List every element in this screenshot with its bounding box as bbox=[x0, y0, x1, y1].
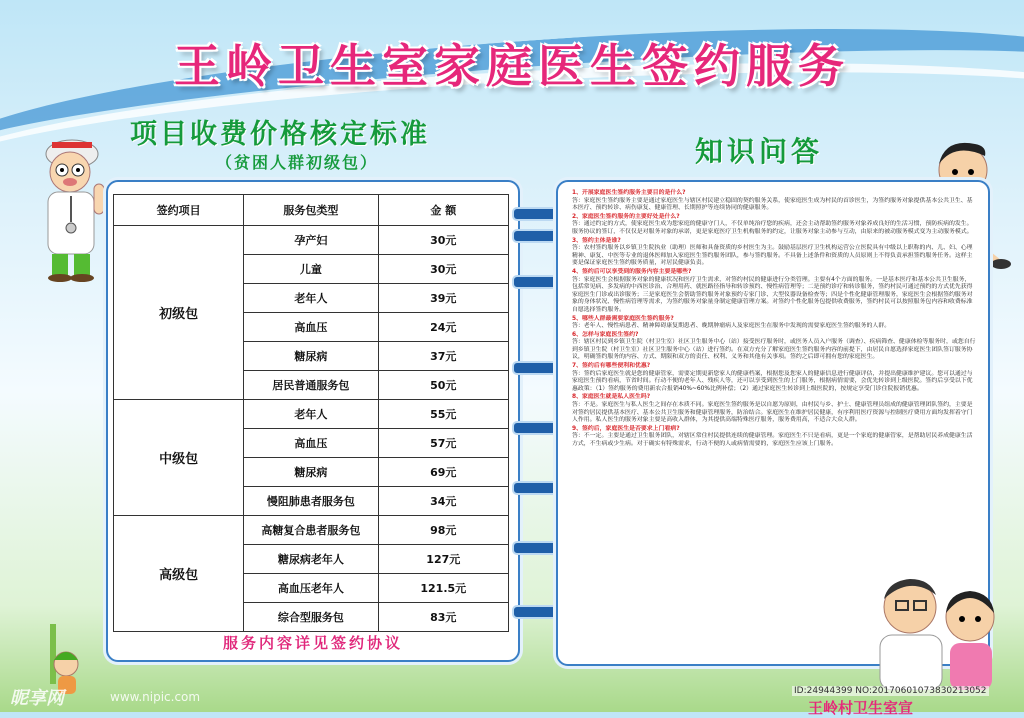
package-price: 30元 bbox=[378, 226, 508, 255]
connector-bar bbox=[512, 229, 562, 243]
package-type: 儿童 bbox=[244, 255, 378, 284]
connector-bar bbox=[512, 541, 562, 555]
package-type: 慢阻肺患者服务包 bbox=[244, 487, 378, 516]
package-type: 糖尿病 bbox=[244, 342, 378, 371]
qa-list bbox=[572, 190, 976, 450]
answer: 答：老年人、慢性病患者、精神障碍康复期患者、晚期肿瘤病人及家庭医生在服务中发现的需要家庭医生签约服务的人群。 bbox=[572, 323, 891, 330]
package-price: 55元 bbox=[378, 400, 508, 429]
package-price: 34元 bbox=[378, 487, 508, 516]
package-type: 居民普通服务包 bbox=[244, 371, 378, 400]
fee-section-note: （贫困人群初级包） bbox=[216, 153, 379, 172]
connector-bar bbox=[512, 361, 562, 375]
question: 8、家庭医生就是私人医生吗? bbox=[572, 394, 651, 401]
package-type: 老年人 bbox=[244, 284, 378, 313]
table-header-row bbox=[114, 195, 509, 226]
package-price: 98元 bbox=[378, 516, 508, 545]
connector-bar bbox=[512, 421, 562, 435]
header-type: 服务包类型 bbox=[244, 195, 378, 226]
answer: 答：家庭医生会根据服务对象的健康状况和医疗卫生需求，对签约村民的健康进行分类管理。主要有4个方面的服务。一是基本医疗和基本公共卫生服务，包括常见病、多发病的中西医诊治、合理用药、就医路径指导和转诊预约、慢性病管理等；二是预约诊疗和转诊服务，签约村民可通过预约的方式优先获得家庭医生门诊或出诊服务；三是家庭医生会帮助签约服务对象预约专家门诊、大型仪器设备检查等；四是个性化健康管理服务，家庭医生会根据签约服务对象的身体状况、慢性病管理等需求，为签约服务对象量身制定健康管理方案。对签约个性化服务包提供收费服务，签约村民可以按照服务包内容和收费标准自愿选择签约服务。 bbox=[572, 276, 973, 313]
answer: 答：签约后家庭医生就是您的健康管家，需要定期更新您家人的健康档案，根据您及您家人的健康信息进行健康评估，并提出健康维护建议。您可以通过与家庭医生预约看病，节省时间。行动不便的老年人、残疾人等，还可以享受到医生的上门服务，根据病情需要，会优先转诊到上级医院。签约后享受以下优惠政策：（1）签约服务的费用新农合报销40%~60%比例补偿；（2）通过家庭医生转诊到上级医院的，按规定享受门诊住院报销优惠。 bbox=[572, 370, 973, 392]
answer: 答：通过约定的方式，使家庭医生成为您家庭的健康守门人，不仅单纯治疗您的疾病，还会主动帮助签约服务对象养成良好的生活习惯，预防疾病的发生。服务协议的签订，不仅仅是对服务对象的承诺，更是家庭医疗卫生机构服务的约定，让服务对象主动参与互动，由原来的被动服务模式变为主动服务模式。 bbox=[572, 221, 973, 235]
group-name: 高级包 bbox=[114, 516, 244, 632]
watermark-url: www.nipic.com bbox=[110, 690, 201, 704]
answer: 答：不是。家庭医生与私人医生之间存在本质不同。家庭医生签约服务是以自愿为原则，由村民与乡、护士、健康管理员组成的健康管理团队签约，主要是对签约居民提供基本医疗、基本公共卫生服务和健康管理服务，防治结合。家庭医生在维护居民健康，有序利用医疗资源与控制医疗费用方面均发挥着守门人作用。私人医生的服务对象主要是高收入群体，为其提供高端特殊医疗服务，服务费用高，不适合大众人群。 bbox=[572, 402, 973, 424]
group-name: 初级包 bbox=[114, 226, 244, 400]
watermark-logo: 昵享网 bbox=[10, 688, 64, 709]
package-price: 30元 bbox=[378, 255, 508, 284]
agreement-note: 服务内容详见签约协议 bbox=[222, 634, 403, 652]
connector-bar bbox=[512, 605, 562, 619]
package-price: 121.5元 bbox=[378, 574, 508, 603]
table-row bbox=[114, 516, 509, 545]
package-price: 57元 bbox=[378, 429, 508, 458]
group-name: 中级包 bbox=[114, 400, 244, 516]
question: 2、家庭医生签约服务的主要好处是什么? bbox=[572, 213, 680, 220]
qa-section-title: 知识问答 bbox=[695, 135, 824, 168]
header-price: 金 额 bbox=[378, 195, 508, 226]
question: 5、哪些人群最需要家庭医生签约服务? bbox=[572, 315, 674, 322]
page-title: 王岭卫生室家庭医生签约服务 bbox=[174, 39, 850, 93]
answer: 答：辖区村民到乡镇卫生院（村卫生室）社区卫生服务中心（站）接受医疗服务时，或医务人员入户服务（调查）、疾病筛查、健康体检等服务时，或您自行到乡镇卫生院（村卫生室）社区卫生服务中心（站）进行签约。在双方充分了解家庭医生签约服务内容的前提下，由居民自愿选择家庭医生团队签订服务协议，明确签约服务的内容、方式、期限和双方的责任、权利、义务和其他有关事项。签约之后即可拥有您的家庭医生。 bbox=[572, 339, 976, 361]
package-price: 37元 bbox=[378, 342, 508, 371]
connector-bar bbox=[512, 275, 562, 289]
image-id-label: ID:24944399 NO:20170601073830213052 bbox=[794, 686, 987, 696]
package-type: 孕产妇 bbox=[244, 226, 378, 255]
answer: 答：农村签约服务以乡镇卫生院执业（助理）医师和具备资质的乡村医生为主。鼓励基层医疗卫生机构运营公立医院具有中级以上职称的内、儿、妇、心理精神、康复、中医等专业的退休医师加入家庭医生签约服务团队，参与签约服务。不具备上述条件和资质的人员原则上不得负责承担签约服务任务。这样主要是保证家庭医生签约服务质量，对居民健康负责。 bbox=[572, 245, 973, 267]
question: 6、怎样与家庭医生签约? bbox=[572, 331, 639, 338]
table-row bbox=[114, 400, 509, 429]
package-type: 高血压 bbox=[244, 313, 378, 342]
doctor-cartoon-icon bbox=[22, 132, 118, 282]
package-price: 127元 bbox=[378, 545, 508, 574]
doctor-with-child-icon bbox=[870, 565, 1010, 690]
answer: 答：家庭医生签约服务主要是通过家庭医生与辖区村民建立稳固的契约服务关系，使家庭医生成为村民的首诊医生，为签约服务对象提供基本公共卫生、基本医疗、预约转诊、病伤康复、健康管理、长期照护等连续协同的健康服务。 bbox=[572, 197, 973, 212]
bottom-banner-text: 王岭村卫生室宣 bbox=[808, 699, 914, 717]
package-type: 糖尿病老年人 bbox=[244, 545, 378, 574]
fee-table-panel bbox=[106, 180, 520, 662]
package-price: 83元 bbox=[378, 603, 508, 632]
package-type: 高血压老年人 bbox=[244, 574, 378, 603]
question: 4、签约后可以享受到的服务内容主要是哪些? bbox=[572, 268, 692, 275]
question: 7、签约后有哪些便利和优惠? bbox=[572, 363, 651, 370]
package-type: 老年人 bbox=[244, 400, 378, 429]
package-type: 综合型服务包 bbox=[244, 603, 378, 632]
header-item: 签约项目 bbox=[114, 195, 244, 226]
table-row bbox=[114, 226, 509, 255]
package-price: 24元 bbox=[378, 313, 508, 342]
package-type: 高血压 bbox=[244, 429, 378, 458]
package-type: 糖尿病 bbox=[244, 458, 378, 487]
answer: 答：不一定。主要是通过卫生服务团队，对辖区常住村民提供连续的健康管理。家庭医生不只是看病，更是一个家庭的健康管家，是帮助居民养成健康生活方式，不生病或少生病。对于确实有特殊需求，行动不便的人或病情需要的，家庭医生应该上门服务。 bbox=[572, 433, 973, 447]
package-price: 50元 bbox=[378, 371, 508, 400]
fee-table bbox=[113, 194, 509, 632]
panel-connectors bbox=[512, 195, 562, 655]
fee-section-title: 项目收费价格核定标准 bbox=[130, 119, 430, 150]
question: 9、签约后，家庭医生是否要求上门看病? bbox=[572, 425, 680, 432]
package-type: 高糖复合患者服务包 bbox=[244, 516, 378, 545]
package-price: 69元 bbox=[378, 458, 508, 487]
question: 3、签约主体是谁? bbox=[572, 237, 621, 244]
question: 1、开展家庭医生签约服务主要目的是什么? bbox=[572, 190, 686, 196]
connector-bar bbox=[512, 481, 562, 495]
package-price: 39元 bbox=[378, 284, 508, 313]
connector-bar bbox=[512, 207, 562, 221]
